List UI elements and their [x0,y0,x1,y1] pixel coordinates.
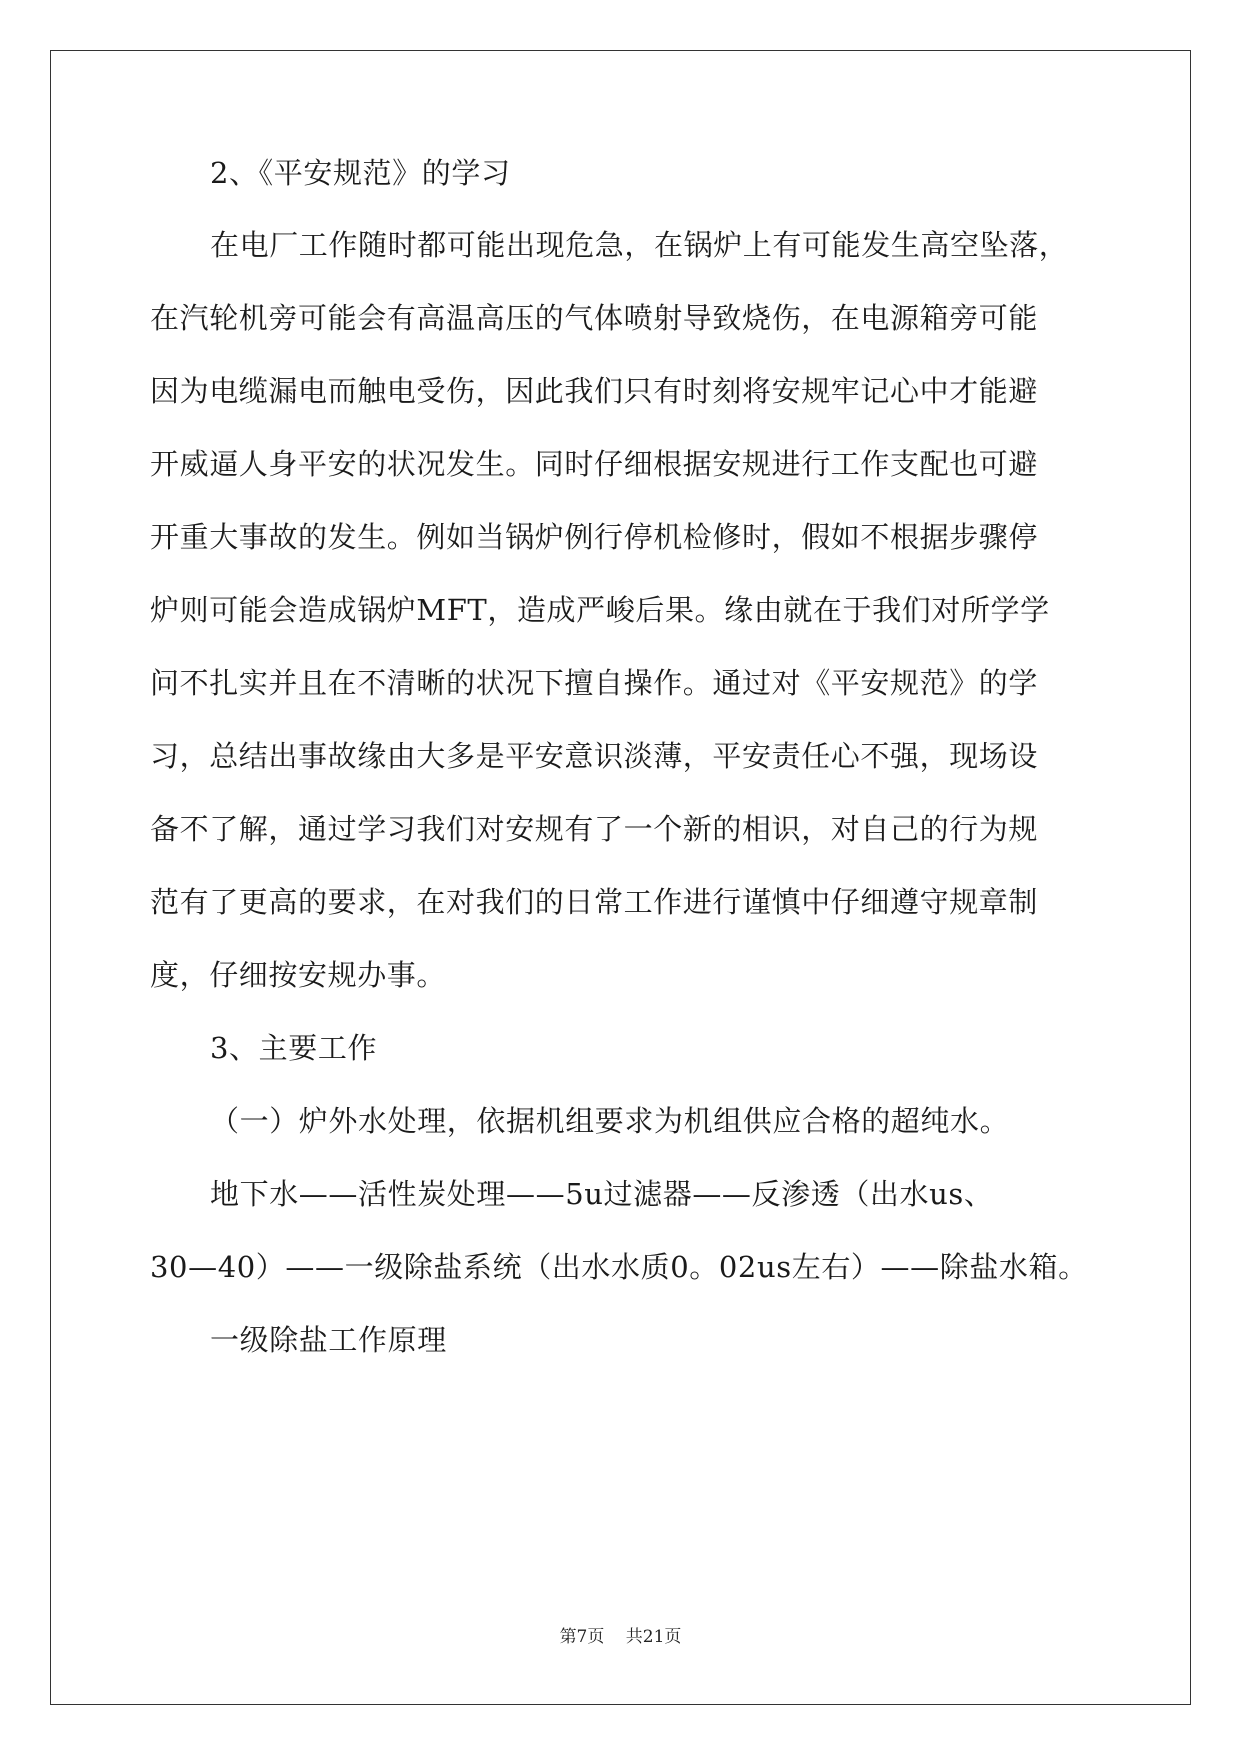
subsection-line: （一）炉外水处理，依据机组要求为机组供应合格的超纯水。 [210,1104,1010,1138]
flow-line: 30—40）——一级除盐系统（出水水质0。02us左右）——除盐水箱。 [150,1250,1088,1284]
page-total: 共21页 [625,1627,682,1647]
paragraph-line: 因为电缆漏电而触电受伤，因此我们只有时刻将安规牢记心中才能避 [150,374,1039,408]
page-number: 第7页 [559,1627,605,1647]
page-footer [0,1622,1241,1647]
paragraph-line: 度，仔细按安规办事。 [150,958,447,992]
paragraph-line: 开威逼人身平安的状况发生。同时仔细根据安规进行工作支配也可避 [150,447,1039,481]
paragraph-line: 在电厂工作随时都可能出现危急，在锅炉上有可能发生高空坠落， [210,228,1069,262]
flow-line: 地下水——活性炭处理——5u过滤器——反渗透（出水us、 [210,1177,994,1211]
paragraph-line: 范有了更高的要求，在对我们的日常工作进行谨慎中仔细遵守规章制 [150,885,1039,919]
paragraph-line: 问不扎实并且在不清晰的状况下擅自操作。通过对《平安规范》的学 [150,666,1039,700]
section-heading-2: 2、《平安规范》的学习 [210,156,511,190]
section-heading-3: 3、主要工作 [210,1031,378,1065]
paragraph-line: 习，总结出事故缘由大多是平安意识淡薄，平安责任心不强，现场设 [150,739,1039,773]
paragraph-line: 备不了解，通过学习我们对安规有了一个新的相识，对自己的行为规 [150,812,1039,846]
subsection-heading: 一级除盐工作原理 [210,1323,447,1357]
paragraph-line: 炉则可能会造成锅炉MFT，造成严峻后果。缘由就在于我们对所学学 [150,593,1050,627]
paragraph-line: 在汽轮机旁可能会有高温高压的气体喷射导致烧伤，在电源箱旁可能 [150,301,1039,335]
paragraph-line: 开重大事故的发生。例如当锅炉例行停机检修时，假如不根据步骤停 [150,520,1039,554]
